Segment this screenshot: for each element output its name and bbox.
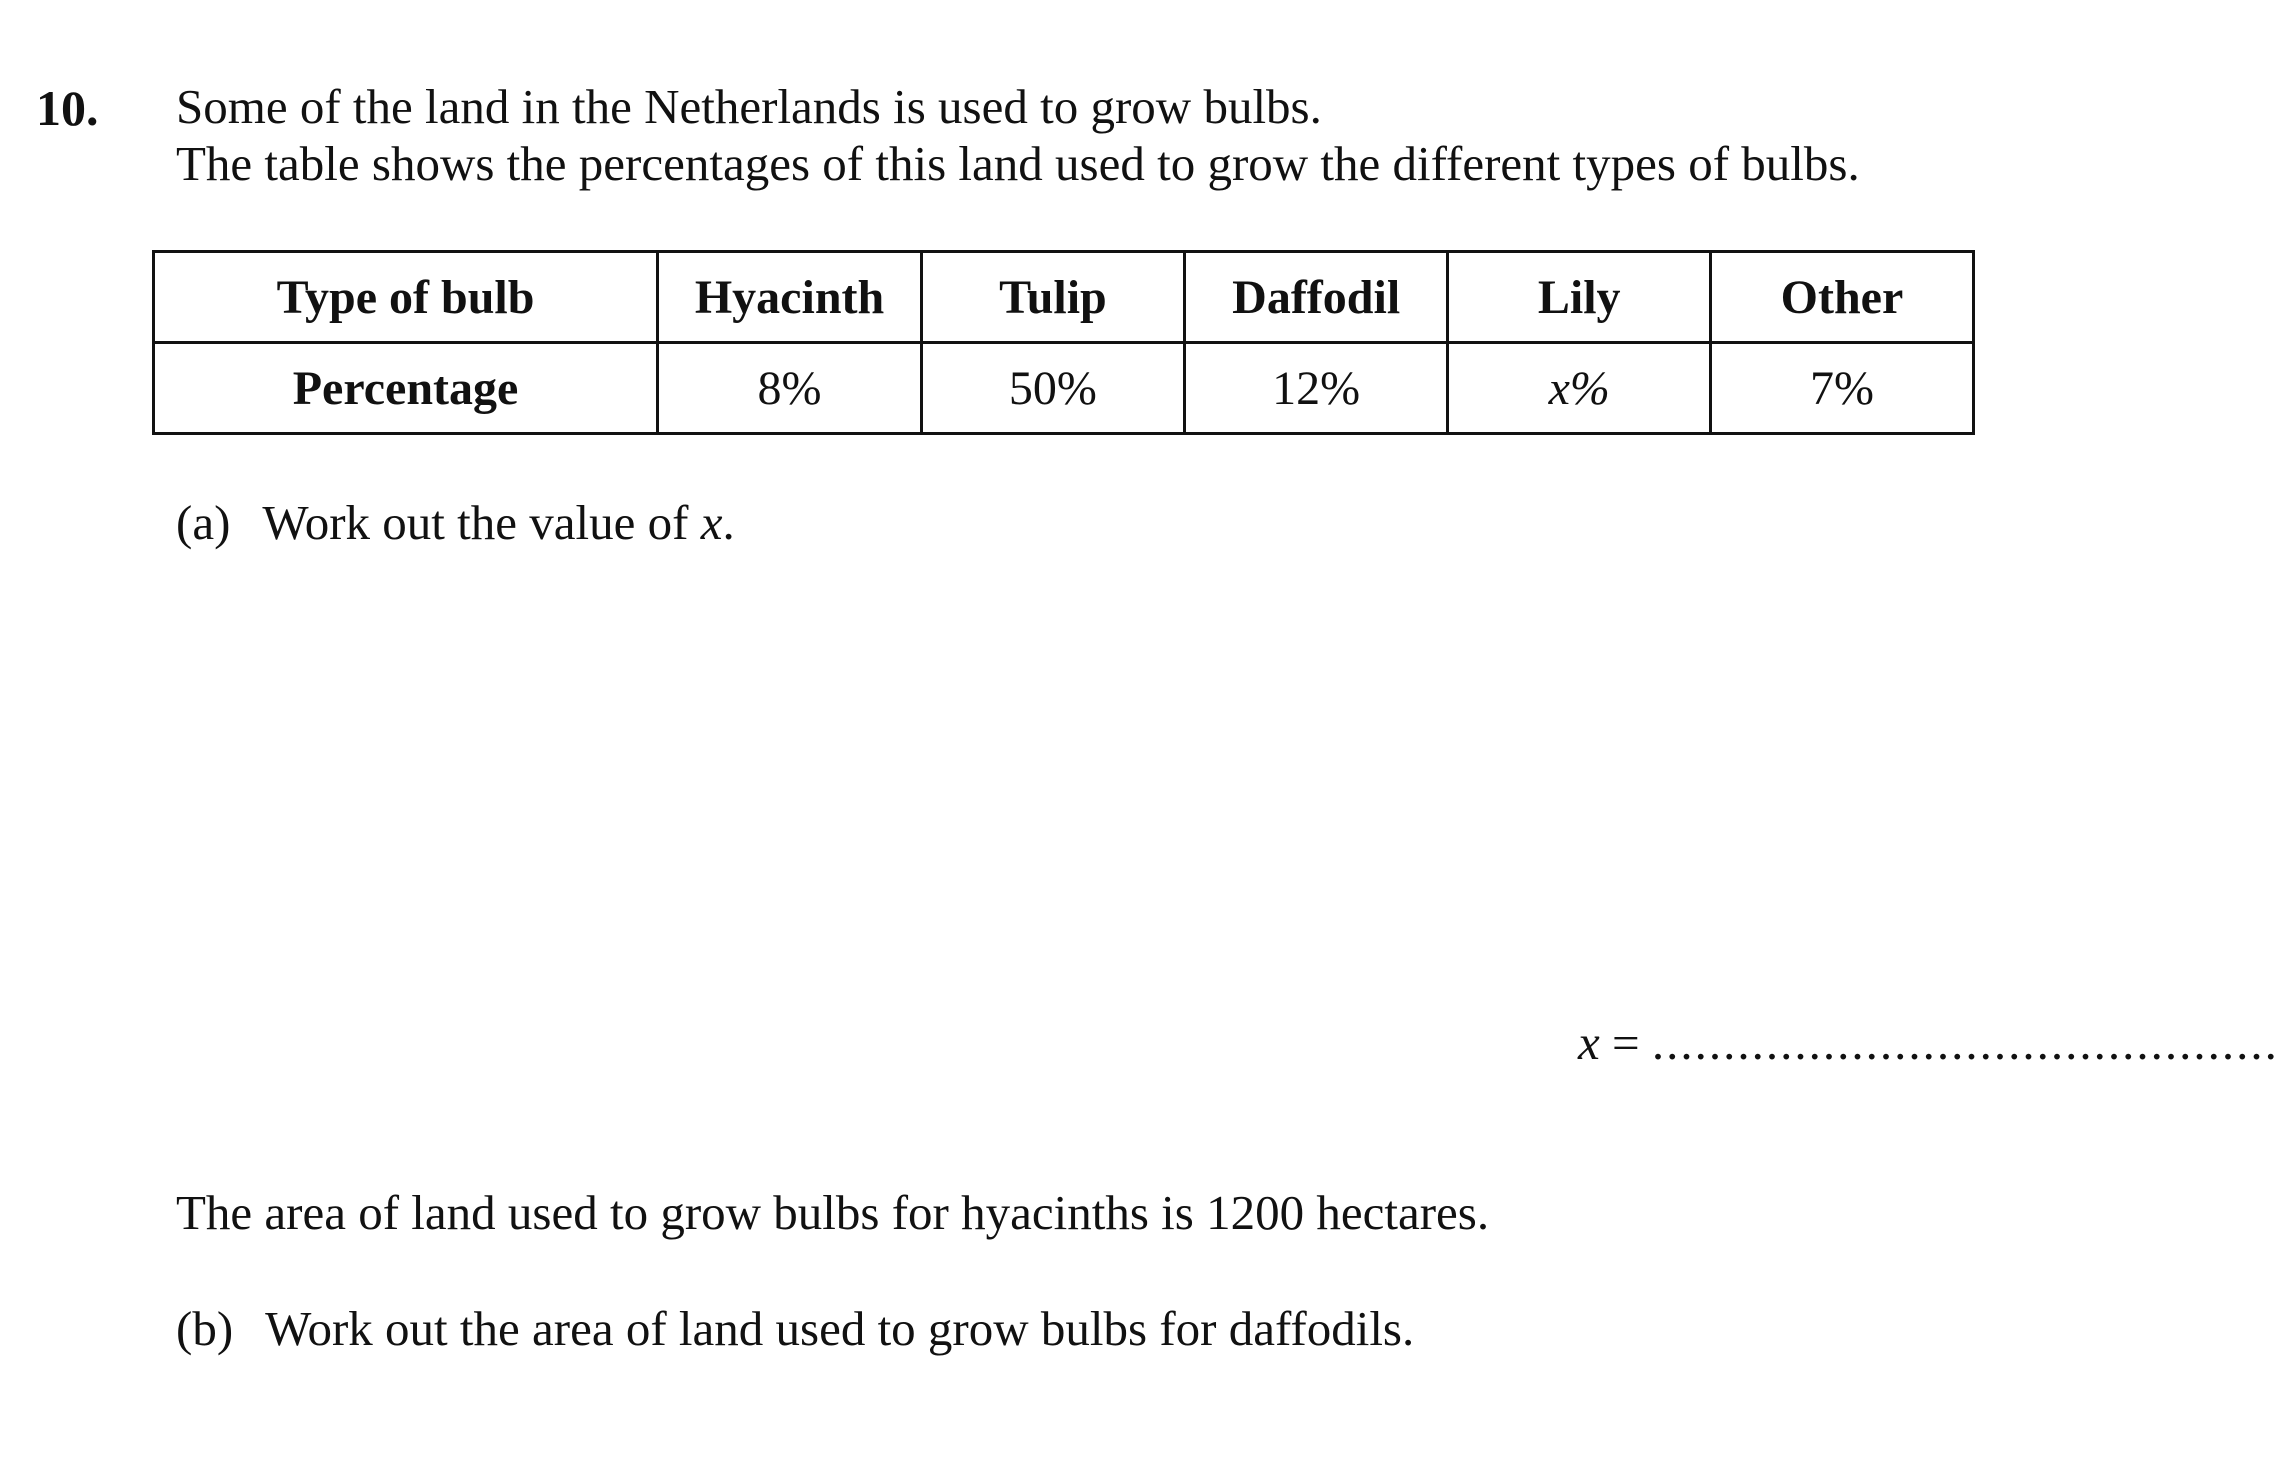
row-header-percentage: Percentage [154, 343, 658, 434]
type-cell: Daffodil [1184, 252, 1448, 343]
intro-line-2: The table shows the percentages of this land used to grow the different types of bulbs. [176, 136, 1860, 191]
percentage-cell: 7% [1710, 343, 1973, 434]
answer-variable: x [1578, 1015, 1600, 1070]
type-cell: Hyacinth [658, 252, 922, 343]
row-header-type: Type of bulb [154, 252, 658, 343]
part-b-text: Work out the area of land used to grow bulbs for daffodils. [265, 1301, 1415, 1356]
part-b-question [176, 1300, 1414, 1357]
answer-dots[interactable]: ............................................ [1651, 1015, 2279, 1070]
part-b-context: The area of land used to grow bulbs for hyacinths is 1200 hectares. [176, 1185, 1490, 1240]
percentage-cell: 50% [922, 343, 1185, 434]
part-a-variable: x [700, 495, 723, 550]
type-cell: Other [1710, 252, 1973, 343]
part-a-suffix: . [722, 495, 735, 550]
question-intro [176, 78, 1860, 192]
type-cell: Tulip [922, 252, 1185, 343]
percentage-cell: 8% [658, 343, 922, 434]
answer-line-a[interactable] [1578, 1014, 2279, 1071]
answer-equals: = [1599, 1015, 1652, 1070]
part-a-text: Work out the value of [262, 495, 701, 550]
part-a-question [176, 494, 735, 551]
percentage-cell: 12% [1184, 343, 1448, 434]
part-b-label: (b) [176, 1301, 234, 1356]
table-row-percentage [154, 343, 1974, 434]
question-number: 10. [36, 80, 99, 136]
bulb-percentage-table [152, 250, 1975, 435]
type-cell: Lily [1448, 252, 1710, 343]
intro-line-1: Some of the land in the Netherlands is used to grow bulbs. [176, 79, 1322, 134]
table-row-type [154, 252, 1974, 343]
part-a-label: (a) [176, 495, 231, 550]
percentage-cell-unknown: x% [1448, 343, 1710, 434]
